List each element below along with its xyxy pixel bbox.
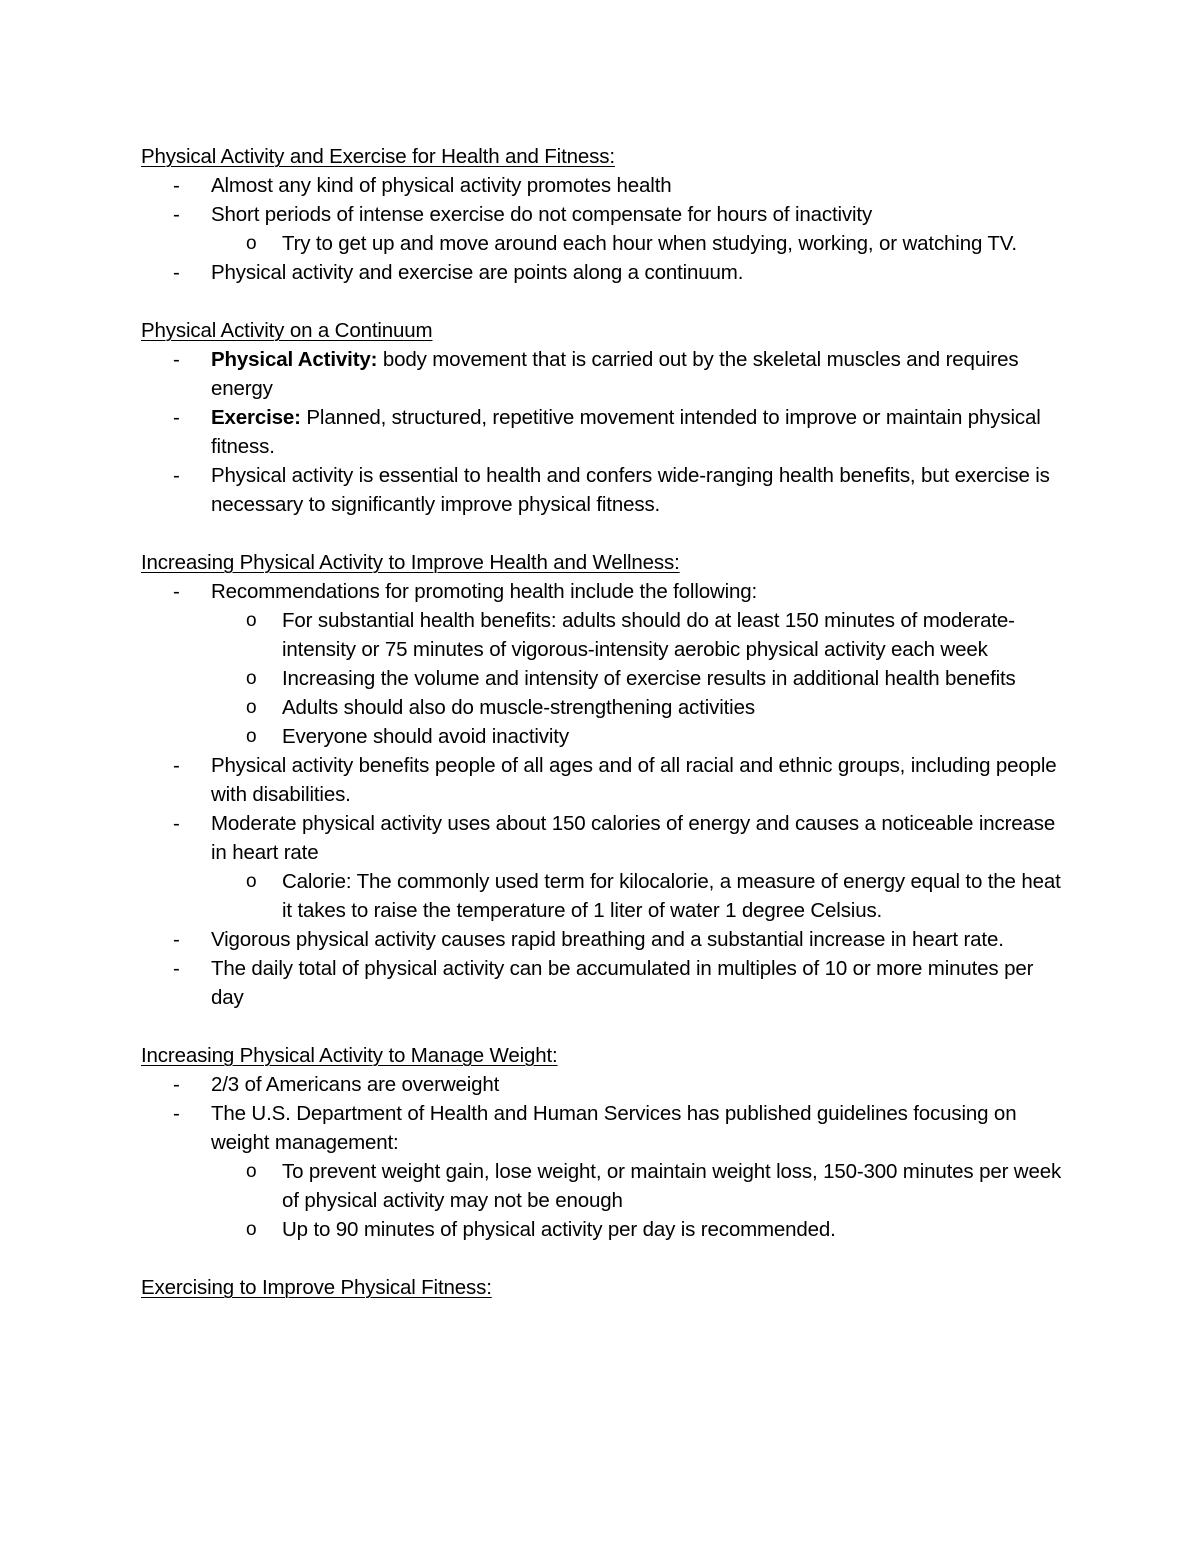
bullet-item	[141, 954, 1071, 1012]
bullet-text: Physical activity benefits people of all ages and of all racial and ethnic groups, including people with disabilities.	[211, 754, 1057, 806]
sub-bullet-item	[141, 693, 1071, 722]
dash-bullet-icon: -	[173, 1102, 180, 1125]
bullet-item	[141, 403, 1071, 461]
bullet-item	[141, 1099, 1071, 1157]
sub-bullet-item	[141, 867, 1071, 925]
definition-text: body movement that is carried out by the skeletal muscles and requires energy	[211, 348, 1019, 400]
dash-bullet-icon: -	[173, 1073, 180, 1096]
circle-bullet-icon: o	[246, 610, 257, 631]
circle-bullet-icon: o	[246, 697, 257, 718]
section	[141, 142, 1071, 287]
section-heading: Physical Activity on a Continuum	[141, 319, 433, 342]
section	[141, 316, 1071, 519]
bullet-item	[141, 925, 1071, 954]
dash-bullet-icon: -	[173, 957, 180, 980]
definition-term: Physical Activity:	[211, 348, 378, 371]
circle-bullet-icon: o	[246, 233, 257, 254]
dash-bullet-icon: -	[173, 348, 180, 371]
dash-bullet-icon: -	[173, 754, 180, 777]
bullet-text: The U.S. Department of Health and Human Services has published guidelines focusing on weight management:	[211, 1102, 1017, 1154]
section	[141, 1273, 1071, 1302]
bullet-item	[141, 809, 1071, 867]
sub-bullet-text: Increasing the volume and intensity of exercise results in additional health benefits	[282, 667, 1016, 690]
dash-bullet-icon: -	[173, 261, 180, 284]
sub-bullet-text: Adults should also do muscle-strengthening activities	[282, 696, 755, 719]
sub-bullet-item	[141, 1215, 1071, 1244]
bullet-item	[141, 751, 1071, 809]
sub-bullet-item	[141, 722, 1071, 751]
bullet-text: The daily total of physical activity can be accumulated in multiples of 10 or more minutes per day	[211, 957, 1034, 1009]
circle-bullet-icon: o	[246, 1161, 257, 1182]
sub-bullet-text: Calorie: The commonly used term for kilocalorie, a measure of energy equal to the heat it takes to raise the temperature of 1 liter of water 1 degree Celsius.	[282, 870, 1061, 922]
bullet-item	[141, 171, 1071, 200]
bullet-text: 2/3 of Americans are overweight	[211, 1073, 500, 1096]
section	[141, 548, 1071, 1012]
sub-bullet-item	[141, 229, 1071, 258]
sub-bullet-item	[141, 664, 1071, 693]
bullet-item	[141, 258, 1071, 287]
section-heading: Increasing Physical Activity to Manage Weight:	[141, 1044, 558, 1067]
section-heading: Exercising to Improve Physical Fitness:	[141, 1276, 492, 1299]
sub-bullet-item	[141, 1157, 1071, 1215]
sub-bullet-text: Try to get up and move around each hour when studying, working, or watching TV.	[282, 232, 1017, 255]
bullet-text: Moderate physical activity uses about 150 calories of energy and causes a noticeable increase in heart rate	[211, 812, 1056, 864]
sub-bullet-text: Up to 90 minutes of physical activity per day is recommended.	[282, 1218, 836, 1241]
circle-bullet-icon: o	[246, 726, 257, 747]
circle-bullet-icon: o	[246, 871, 257, 892]
circle-bullet-icon: o	[246, 668, 257, 689]
bullet-item	[141, 461, 1071, 519]
dash-bullet-icon: -	[173, 464, 180, 487]
dash-bullet-icon: -	[173, 812, 180, 835]
bullet-text: Almost any kind of physical activity promotes health	[211, 174, 672, 197]
sub-bullet-item	[141, 606, 1071, 664]
dash-bullet-icon: -	[173, 928, 180, 951]
sub-bullet-text: For substantial health benefits: adults should do at least 150 minutes of moderate-intensity or 75 minutes of vigorous-intensity aerobic physical activity each week	[282, 609, 1015, 661]
dash-bullet-icon: -	[173, 406, 180, 429]
document-body	[141, 142, 1071, 1331]
sub-bullet-text: To prevent weight gain, lose weight, or maintain weight loss, 150-300 minutes per week of physical activity may not be enough	[282, 1160, 1062, 1212]
bullet-item	[141, 577, 1071, 606]
bullet-item	[141, 345, 1071, 403]
sub-bullet-text: Everyone should avoid inactivity	[282, 725, 569, 748]
bullet-text: Vigorous physical activity causes rapid breathing and a substantial increase in heart rate.	[211, 928, 1004, 951]
definition-term: Exercise:	[211, 406, 301, 429]
section-heading: Increasing Physical Activity to Improve Health and Wellness:	[141, 551, 680, 574]
section-heading: Physical Activity and Exercise for Health and Fitness:	[141, 145, 615, 168]
bullet-text: Physical activity and exercise are points along a continuum.	[211, 261, 744, 284]
dash-bullet-icon: -	[173, 174, 180, 197]
bullet-text: Recommendations for promoting health include the following:	[211, 580, 758, 603]
bullet-text: Physical activity is essential to health and confers wide-ranging health benefits, but exercise is necessary to significantly improve physical fitness.	[211, 464, 1050, 516]
dash-bullet-icon: -	[173, 580, 180, 603]
bullet-text: Short periods of intense exercise do not compensate for hours of inactivity	[211, 203, 873, 226]
section	[141, 1041, 1071, 1244]
bullet-item	[141, 1070, 1071, 1099]
dash-bullet-icon: -	[173, 203, 180, 226]
bullet-item	[141, 200, 1071, 229]
definition-text: Planned, structured, repetitive movement intended to improve or maintain physical fitness.	[211, 406, 1041, 458]
circle-bullet-icon: o	[246, 1219, 257, 1240]
